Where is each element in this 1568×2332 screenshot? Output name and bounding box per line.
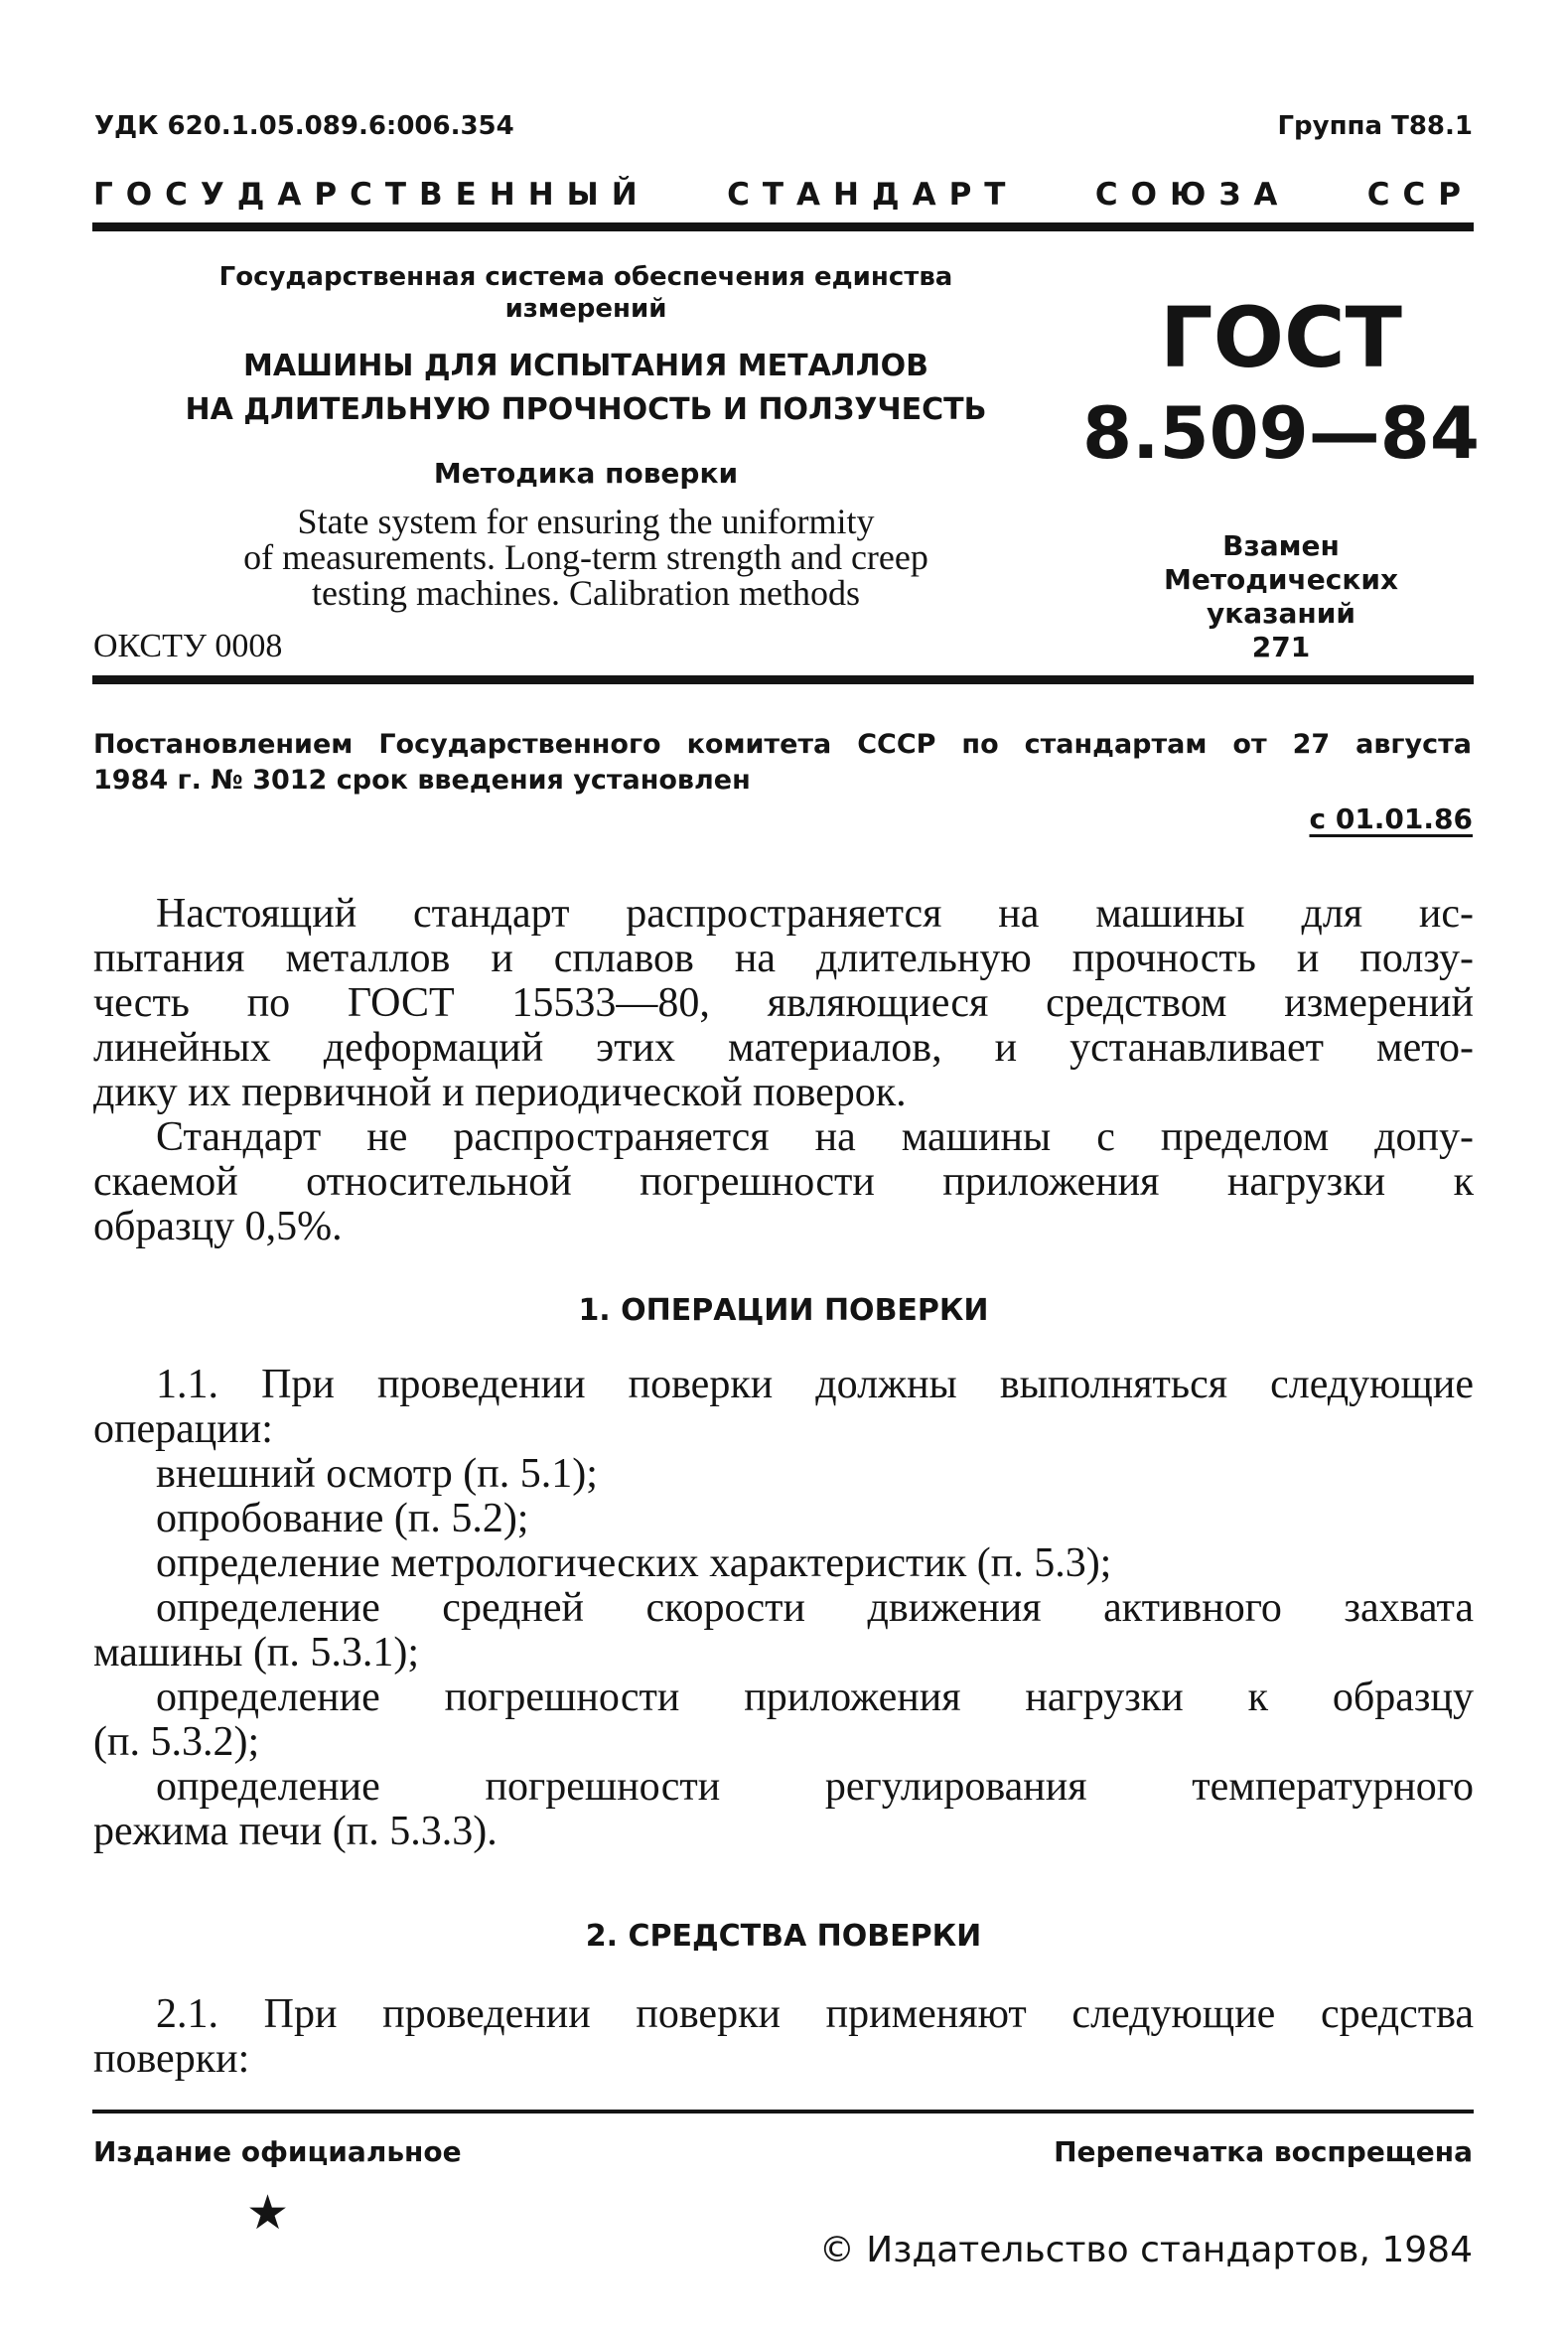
section-1-body — [93, 1363, 1474, 1854]
gost-label: ГОСТ — [1160, 289, 1402, 386]
text-line: Настоящий стандарт распространяется на машины для ис- — [156, 891, 1474, 937]
text-line: поверки: — [93, 2036, 250, 2082]
text-line: определение погрешности приложения нагрузки к образцу — [156, 1675, 1474, 1720]
text-line: честь по ГОСТ 15533—80, являющиеся средством измерений — [93, 980, 1474, 1026]
text-line: опробование (п. 5.2); — [156, 1496, 529, 1541]
text-line: (п. 5.3.2); — [93, 1719, 260, 1765]
footer-rule — [92, 2110, 1474, 2113]
section-2-heading: 2. СРЕДСТВА ПОВЕРКИ — [585, 1919, 982, 1954]
replaces-line-4: 271 — [1251, 631, 1311, 663]
section-2-body — [93, 1992, 1474, 2082]
text-line: Стандарт не распространяется на машины с пределом допу- — [156, 1114, 1474, 1160]
text-line: 2.1. При проведении поверки применяют следующие средства — [156, 1991, 1474, 2037]
text-line: определение погрешности регулирования температурного — [156, 1764, 1474, 1810]
replaces-line-1: Взамен — [1222, 529, 1340, 562]
udk-code: УДК 620.1.05.089.6:006.354 — [94, 111, 514, 141]
okstu-code: ОКСТУ 0008 — [93, 628, 283, 664]
section-1-heading: 1. ОПЕРАЦИИ ПОВЕРКИ — [578, 1293, 989, 1328]
english-title-line-2: of measurements. Long-term strength and creep — [243, 537, 928, 577]
decree-line-1: Постановлением Государственного комитета СССР по стандартам от 27 августа — [93, 729, 1472, 760]
english-title-line-3: testing machines. Calibration methods — [312, 573, 860, 613]
decree-line-2: 1984 г. № 3012 срок введения установлен — [93, 765, 751, 796]
official-edition: Издание официальное — [93, 2135, 462, 2168]
text-line: операции: — [93, 1406, 273, 1452]
reprint-prohibited: Перепечатка воспрещена — [1054, 2135, 1473, 2168]
group-code: Группа Т88.1 — [1277, 111, 1473, 141]
text-line: дику их первичной и периодической поверок. — [93, 1070, 907, 1115]
standard-banner: ГОСУДАРСТВЕННЫЙ СТАНДАРТ СОЮЗА ССР — [93, 177, 1474, 213]
text-line: внешний осмотр (п. 5.1); — [156, 1451, 598, 1497]
english-title-line-1: State system for ensuring the uniformity — [297, 502, 875, 541]
title-block-rule — [92, 675, 1474, 684]
subtitle: Методика поверки — [433, 457, 739, 490]
publisher-copyright: © Издательство стандартов, 1984 — [818, 2230, 1473, 2270]
replaces-line-3: указаний — [1207, 597, 1355, 630]
text-line: определение средней скорости движения активного захвата — [156, 1585, 1474, 1631]
system-line-1: Государственная система обеспечения единства — [218, 262, 953, 292]
text-line: определение метрологических характеристик (п. 5.3); — [156, 1540, 1112, 1586]
intro-paragraph-1 — [93, 892, 1474, 1115]
star-icon: ★ — [246, 2185, 290, 2241]
text-line: образцу 0,5%. — [93, 1204, 343, 1249]
title-line-1: МАШИНЫ ДЛЯ ИСПЫТАНИЯ МЕТАЛЛОВ — [242, 349, 929, 383]
intro-paragraph-2 — [93, 1115, 1474, 1249]
banner-rule — [92, 222, 1474, 231]
text-line: скаемой относительной погрешности приложения нагрузки к — [93, 1159, 1474, 1205]
replaces-line-2: Методических — [1163, 563, 1399, 596]
effective-date: с 01.01.86 — [1309, 802, 1473, 835]
text-line: пытания металлов и сплавов на длительную прочность и ползу- — [93, 936, 1474, 981]
gost-number: 8.509—84 — [1082, 391, 1480, 475]
text-line: линейных деформаций этих материалов, и устанавливает мето- — [93, 1025, 1474, 1071]
text-line: 1.1. При проведении поверки должны выполняться следующие — [156, 1362, 1474, 1407]
title-line-2: НА ДЛИТЕЛЬНУЮ ПРОЧНОСТЬ И ПОЛЗУЧЕСТЬ — [185, 392, 987, 427]
text-line: режима печи (п. 5.3.3). — [93, 1809, 498, 1854]
text-line: машины (п. 5.3.1); — [93, 1630, 420, 1676]
system-line-2: измерений — [504, 294, 667, 324]
